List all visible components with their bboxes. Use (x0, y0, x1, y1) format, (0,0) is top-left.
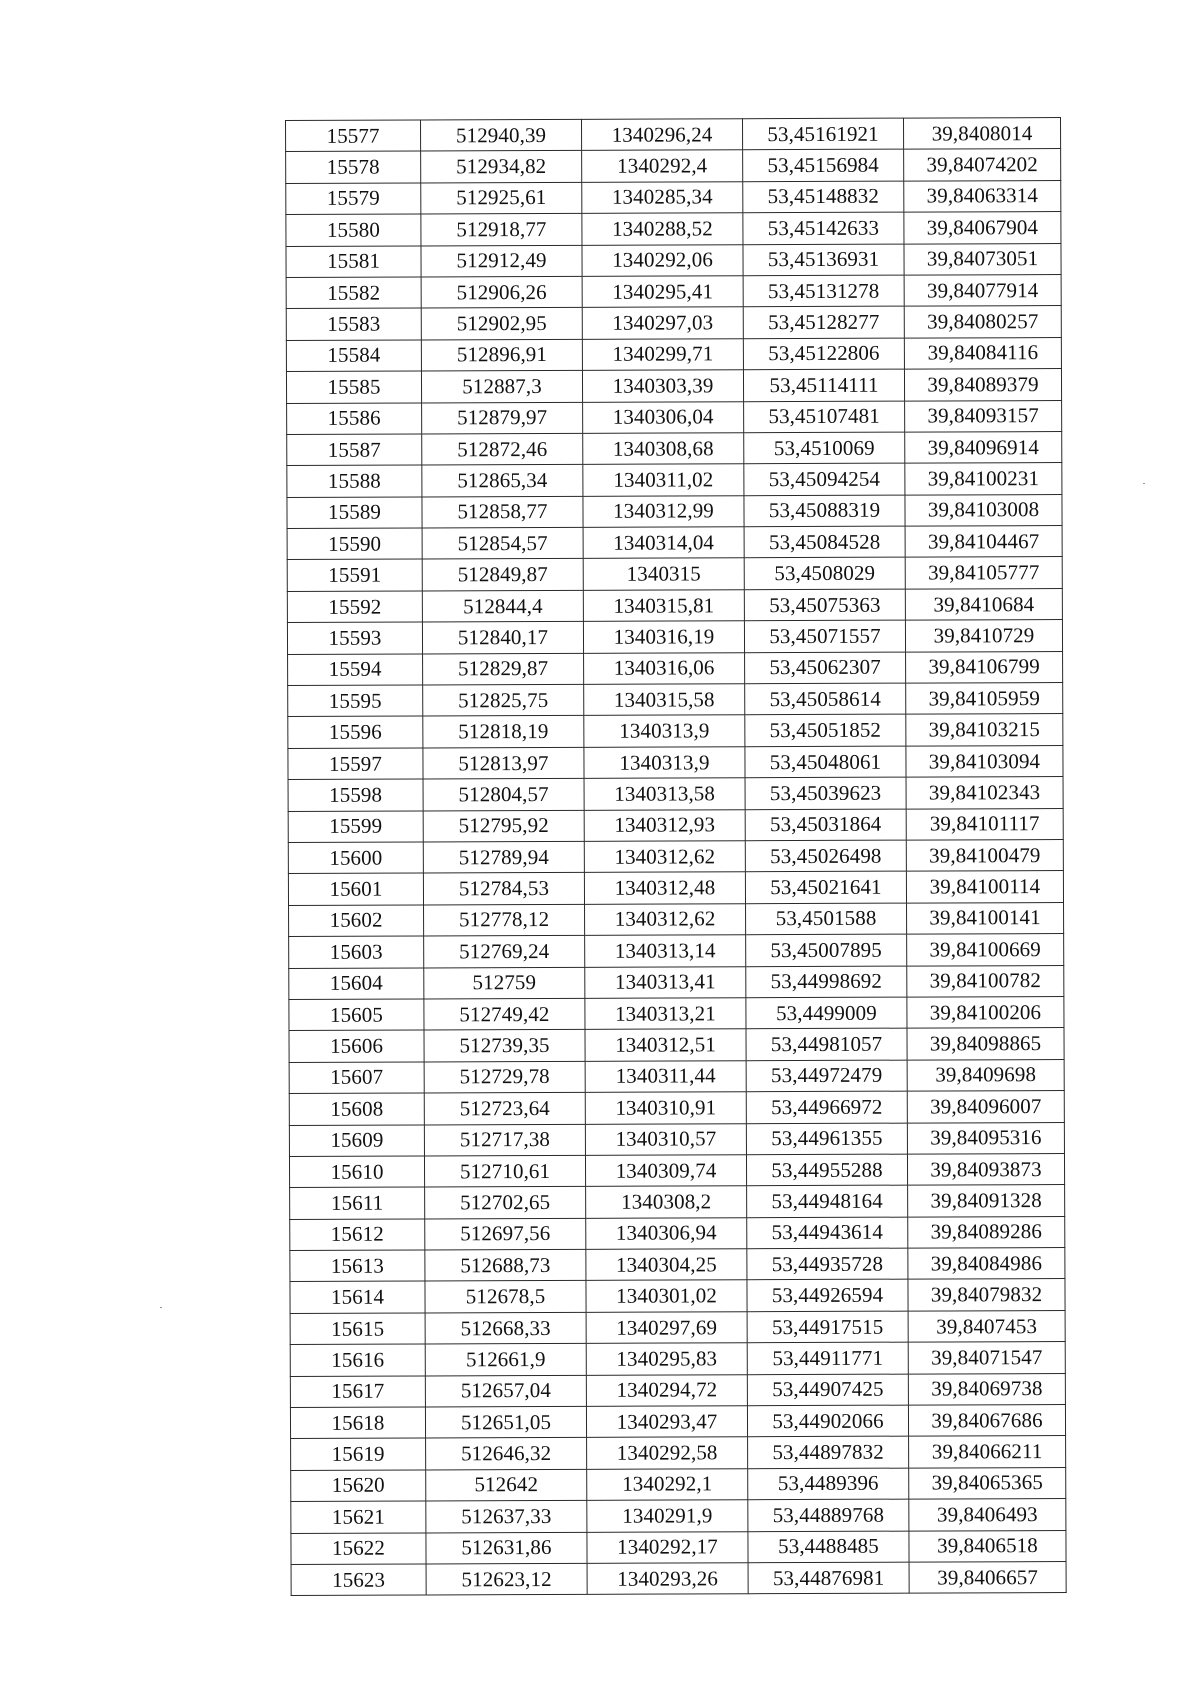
table-row (291, 1561, 1066, 1595)
y-coordinate-cell: 1340293,26 (587, 1563, 748, 1595)
x-coordinate-cell: 512902,95 (421, 308, 582, 340)
y-coordinate-cell: 1340304,25 (586, 1249, 747, 1281)
x-coordinate-cell: 512759 (424, 967, 585, 999)
point-number-cell: 15590 (287, 528, 422, 560)
table-row (287, 557, 1062, 591)
longitude-cell: 39,84103215 (906, 714, 1063, 746)
point-number-cell: 15581 (286, 246, 421, 278)
longitude-cell: 39,84079832 (908, 1279, 1065, 1311)
latitude-cell: 53,45048061 (745, 746, 906, 778)
y-coordinate-cell: 1340299,71 (582, 338, 743, 370)
x-coordinate-cell: 512678,5 (425, 1281, 586, 1313)
table-row (290, 1216, 1065, 1250)
y-coordinate-cell: 1340313,58 (584, 778, 745, 810)
latitude-cell: 53,4499009 (746, 997, 907, 1029)
point-number-cell: 15592 (287, 591, 422, 623)
latitude-cell: 53,4510069 (744, 432, 905, 464)
longitude-cell: 39,84100141 (907, 902, 1064, 934)
longitude-cell: 39,84100669 (907, 934, 1064, 966)
y-coordinate-cell: 1340312,62 (584, 841, 745, 873)
table-row (286, 306, 1061, 340)
y-coordinate-cell: 1340303,39 (582, 370, 743, 402)
point-number-cell: 15587 (287, 434, 422, 466)
latitude-cell: 53,45084528 (744, 526, 905, 558)
point-number-cell: 15615 (290, 1313, 425, 1345)
x-coordinate-cell: 512795,92 (423, 810, 584, 842)
x-coordinate-cell: 512829,87 (423, 653, 584, 685)
point-number-cell: 15602 (289, 905, 424, 937)
point-number-cell: 15609 (289, 1124, 424, 1156)
longitude-cell: 39,8406493 (909, 1499, 1066, 1531)
latitude-cell: 53,45148832 (743, 181, 904, 213)
x-coordinate-cell: 512849,87 (422, 559, 583, 591)
point-number-cell: 15612 (290, 1219, 425, 1251)
table-row (286, 243, 1061, 277)
longitude-cell: 39,84096007 (907, 1091, 1064, 1123)
table-row (289, 965, 1064, 999)
y-coordinate-cell: 1340285,34 (582, 182, 743, 214)
latitude-cell: 53,45156984 (743, 150, 904, 182)
longitude-cell: 39,8406518 (909, 1530, 1066, 1562)
x-coordinate-cell: 512789,94 (423, 841, 584, 873)
y-coordinate-cell: 1340296,24 (581, 119, 742, 151)
table-row (286, 212, 1061, 246)
table-row (288, 745, 1063, 779)
longitude-cell: 39,84103094 (906, 745, 1063, 777)
table-row (289, 1059, 1064, 1093)
table-row (290, 1248, 1065, 1282)
table-row (289, 996, 1064, 1030)
table-row (287, 526, 1062, 560)
point-number-cell: 15613 (290, 1250, 425, 1282)
point-number-cell: 15610 (289, 1156, 424, 1188)
y-coordinate-cell: 1340313,9 (584, 747, 745, 779)
x-coordinate-cell: 512631,86 (426, 1532, 587, 1564)
point-number-cell: 15597 (288, 748, 423, 780)
table-row (289, 1122, 1064, 1156)
x-coordinate-cell: 512661,9 (425, 1344, 586, 1376)
longitude-cell: 39,84105959 (906, 683, 1063, 715)
y-coordinate-cell: 1340310,57 (585, 1123, 746, 1155)
latitude-cell: 53,45031864 (745, 809, 906, 841)
y-coordinate-cell: 1340295,41 (582, 276, 743, 308)
table-row (286, 274, 1061, 308)
longitude-cell: 39,84065365 (909, 1467, 1066, 1499)
longitude-cell: 39,8410684 (905, 588, 1062, 620)
y-coordinate-cell: 1340297,03 (582, 307, 743, 339)
point-number-cell: 15614 (290, 1281, 425, 1313)
table-row (287, 431, 1062, 465)
y-coordinate-cell: 1340292,17 (587, 1531, 748, 1563)
y-coordinate-cell: 1340315,58 (584, 684, 745, 716)
point-number-cell: 15620 (291, 1470, 426, 1502)
y-coordinate-cell: 1340316,19 (583, 621, 744, 653)
longitude-cell: 39,84073051 (904, 243, 1061, 275)
longitude-cell: 39,84084116 (904, 337, 1061, 369)
table-row (290, 1405, 1065, 1439)
latitude-cell: 53,45058614 (745, 683, 906, 715)
x-coordinate-cell: 512637,33 (426, 1501, 587, 1533)
table-row (286, 118, 1061, 152)
table-row (289, 902, 1064, 936)
y-coordinate-cell: 1340308,2 (586, 1186, 747, 1218)
x-coordinate-cell: 512688,73 (425, 1249, 586, 1281)
table-row (287, 620, 1062, 654)
y-coordinate-cell: 1340292,06 (582, 244, 743, 276)
point-number-cell: 15583 (286, 308, 421, 340)
x-coordinate-cell: 512769,24 (424, 936, 585, 968)
table-row (288, 683, 1063, 717)
longitude-cell: 39,84106799 (906, 651, 1063, 683)
x-coordinate-cell: 512865,34 (422, 465, 583, 497)
longitude-cell: 39,84095316 (907, 1122, 1064, 1154)
point-number-cell: 15622 (291, 1533, 426, 1565)
latitude-cell: 53,45088319 (744, 495, 905, 527)
longitude-cell: 39,84105777 (905, 557, 1062, 589)
x-coordinate-cell: 512854,57 (422, 527, 583, 559)
x-coordinate-cell: 512844,4 (422, 590, 583, 622)
table-row (286, 337, 1061, 371)
point-number-cell: 15598 (288, 779, 423, 811)
x-coordinate-cell: 512825,75 (423, 684, 584, 716)
longitude-cell: 39,84093157 (905, 400, 1062, 432)
longitude-cell: 39,84080257 (904, 306, 1061, 338)
longitude-cell: 39,84091328 (908, 1185, 1065, 1217)
longitude-cell: 39,8406657 (909, 1561, 1066, 1593)
coordinates-table (285, 117, 1067, 1596)
latitude-cell: 53,45021641 (745, 871, 906, 903)
point-number-cell: 15578 (286, 151, 421, 183)
y-coordinate-cell: 1340294,72 (586, 1374, 747, 1406)
x-coordinate-cell: 512934,82 (421, 151, 582, 183)
latitude-cell: 53,4508029 (744, 558, 905, 590)
longitude-cell: 39,84100479 (906, 840, 1063, 872)
point-number-cell: 15607 (289, 1062, 424, 1094)
point-number-cell: 15608 (289, 1093, 424, 1125)
longitude-cell: 39,84096914 (905, 431, 1062, 463)
latitude-cell: 53,44876981 (748, 1562, 909, 1594)
table-row (291, 1499, 1066, 1533)
scan-speck (160, 1307, 162, 1308)
latitude-cell: 53,44948164 (747, 1185, 908, 1217)
longitude-cell: 39,84104467 (905, 526, 1062, 558)
x-coordinate-cell: 512668,33 (425, 1312, 586, 1344)
point-number-cell: 15611 (290, 1187, 425, 1219)
table-row (287, 494, 1062, 528)
latitude-cell: 53,45122806 (743, 338, 904, 370)
point-number-cell: 15588 (287, 465, 422, 497)
x-coordinate-cell: 512925,61 (421, 182, 582, 214)
longitude-cell: 39,84067686 (908, 1405, 1065, 1437)
x-coordinate-cell: 512778,12 (424, 904, 585, 936)
x-coordinate-cell: 512657,04 (425, 1375, 586, 1407)
x-coordinate-cell: 512818,19 (423, 716, 584, 748)
latitude-cell: 53,45107481 (744, 401, 905, 433)
table-row (286, 149, 1061, 183)
latitude-cell: 53,44911771 (747, 1342, 908, 1374)
x-coordinate-cell: 512729,78 (424, 1061, 585, 1093)
latitude-cell: 53,45062307 (745, 652, 906, 684)
longitude-cell: 39,84101117 (906, 808, 1063, 840)
y-coordinate-cell: 1340313,41 (585, 966, 746, 998)
longitude-cell: 39,84063314 (904, 180, 1061, 212)
latitude-cell: 53,44961355 (746, 1123, 907, 1155)
x-coordinate-cell: 512887,3 (421, 370, 582, 402)
y-coordinate-cell: 1340312,93 (584, 809, 745, 841)
point-number-cell: 15604 (289, 968, 424, 1000)
x-coordinate-cell: 512697,56 (425, 1218, 586, 1250)
point-number-cell: 15595 (288, 685, 423, 717)
y-coordinate-cell: 1340306,94 (586, 1217, 747, 1249)
y-coordinate-cell: 1340312,62 (585, 904, 746, 936)
table-row (291, 1467, 1066, 1501)
latitude-cell: 53,44907425 (747, 1374, 908, 1406)
scan-speck (1143, 483, 1145, 484)
latitude-cell: 53,4501588 (746, 903, 907, 935)
longitude-cell: 39,84103008 (905, 494, 1062, 526)
point-number-cell: 15603 (289, 936, 424, 968)
table-row (289, 1028, 1064, 1062)
longitude-cell: 39,8407453 (908, 1310, 1065, 1342)
longitude-cell: 39,84077914 (904, 274, 1061, 306)
x-coordinate-cell: 512906,26 (421, 276, 582, 308)
table-row (290, 1342, 1065, 1376)
table-row (286, 369, 1061, 403)
y-coordinate-cell: 1340310,91 (585, 1092, 746, 1124)
x-coordinate-cell: 512804,57 (423, 779, 584, 811)
x-coordinate-cell: 512872,46 (422, 433, 583, 465)
latitude-cell: 53,4489396 (748, 1468, 909, 1500)
point-number-cell: 15585 (286, 371, 421, 403)
coordinates-table-body (286, 118, 1067, 1596)
table-row (290, 1185, 1065, 1219)
y-coordinate-cell: 1340311,02 (583, 464, 744, 496)
longitude-cell: 39,84069738 (908, 1373, 1065, 1405)
x-coordinate-cell: 512717,38 (424, 1124, 585, 1156)
x-coordinate-cell: 512723,64 (424, 1092, 585, 1124)
latitude-cell: 53,44966972 (746, 1091, 907, 1123)
x-coordinate-cell: 512879,97 (422, 402, 583, 434)
x-coordinate-cell: 512918,77 (421, 214, 582, 246)
latitude-cell: 53,44955288 (746, 1154, 907, 1186)
latitude-cell: 53,44889768 (748, 1499, 909, 1531)
x-coordinate-cell: 512749,42 (424, 998, 585, 1030)
latitude-cell: 53,44943614 (747, 1217, 908, 1249)
x-coordinate-cell: 512623,12 (426, 1563, 587, 1595)
latitude-cell: 53,45114111 (743, 369, 904, 401)
x-coordinate-cell: 512702,65 (425, 1187, 586, 1219)
y-coordinate-cell: 1340306,04 (583, 401, 744, 433)
longitude-cell: 39,84100206 (907, 996, 1064, 1028)
y-coordinate-cell: 1340293,47 (586, 1406, 747, 1438)
point-number-cell: 15606 (289, 1030, 424, 1062)
x-coordinate-cell: 512813,97 (423, 747, 584, 779)
y-coordinate-cell: 1340308,68 (583, 433, 744, 465)
table-row (291, 1530, 1066, 1564)
x-coordinate-cell: 512739,35 (424, 1030, 585, 1062)
point-number-cell: 15621 (291, 1501, 426, 1533)
longitude-cell: 39,8408014 (903, 118, 1060, 150)
point-number-cell: 15582 (286, 277, 421, 309)
latitude-cell: 53,45007895 (746, 934, 907, 966)
longitude-cell: 39,84074202 (904, 149, 1061, 181)
latitude-cell: 53,44897832 (748, 1437, 909, 1469)
y-coordinate-cell: 1340295,83 (586, 1343, 747, 1375)
table-row (287, 400, 1062, 434)
point-number-cell: 15601 (288, 873, 423, 905)
y-coordinate-cell: 1340292,1 (587, 1469, 748, 1501)
latitude-cell: 53,44917515 (747, 1311, 908, 1343)
table-row (288, 714, 1063, 748)
point-number-cell: 15605 (289, 999, 424, 1031)
y-coordinate-cell: 1340313,9 (584, 715, 745, 747)
coordinates-table-container (285, 117, 1061, 1596)
point-number-cell: 15618 (290, 1407, 425, 1439)
point-number-cell: 15616 (290, 1344, 425, 1376)
latitude-cell: 53,44935728 (747, 1248, 908, 1280)
x-coordinate-cell: 512784,53 (423, 873, 584, 905)
point-number-cell: 15584 (286, 340, 421, 372)
latitude-cell: 53,4488485 (748, 1531, 909, 1563)
point-number-cell: 15594 (288, 654, 423, 686)
point-number-cell: 15579 (286, 183, 421, 215)
y-coordinate-cell: 1340314,04 (583, 527, 744, 559)
table-row (289, 1153, 1064, 1187)
x-coordinate-cell: 512710,61 (424, 1155, 585, 1187)
table-row (290, 1310, 1065, 1344)
longitude-cell: 39,84066211 (909, 1436, 1066, 1468)
latitude-cell: 53,44902066 (747, 1405, 908, 1437)
latitude-cell: 53,44972479 (746, 1060, 907, 1092)
latitude-cell: 53,45075363 (744, 589, 905, 621)
y-coordinate-cell: 1340292,4 (582, 150, 743, 182)
point-number-cell: 15593 (287, 622, 422, 654)
table-row (288, 871, 1063, 905)
x-coordinate-cell: 512642 (426, 1469, 587, 1501)
longitude-cell: 39,84102343 (906, 777, 1063, 809)
y-coordinate-cell: 1340301,02 (586, 1280, 747, 1312)
x-coordinate-cell: 512912,49 (421, 245, 582, 277)
y-coordinate-cell: 1340291,9 (587, 1500, 748, 1532)
point-number-cell: 15600 (288, 842, 423, 874)
x-coordinate-cell: 512858,77 (422, 496, 583, 528)
x-coordinate-cell: 512940,39 (421, 119, 582, 151)
table-row (288, 777, 1063, 811)
longitude-cell: 39,84098865 (907, 1028, 1064, 1060)
longitude-cell: 39,84067904 (904, 212, 1061, 244)
x-coordinate-cell: 512840,17 (422, 622, 583, 654)
latitude-cell: 53,44998692 (746, 966, 907, 998)
table-row (289, 934, 1064, 968)
y-coordinate-cell: 1340313,21 (585, 998, 746, 1030)
point-number-cell: 15586 (287, 402, 422, 434)
y-coordinate-cell: 1340297,69 (586, 1312, 747, 1344)
table-row (289, 1091, 1064, 1125)
point-number-cell: 15596 (288, 716, 423, 748)
point-number-cell: 15591 (287, 559, 422, 591)
y-coordinate-cell: 1340315,81 (583, 590, 744, 622)
point-number-cell: 15599 (288, 811, 423, 843)
point-number-cell: 15619 (291, 1438, 426, 1470)
table-row (288, 808, 1063, 842)
latitude-cell: 53,44981057 (746, 1028, 907, 1060)
y-coordinate-cell: 1340315 (583, 558, 744, 590)
longitude-cell: 39,84100231 (905, 463, 1062, 495)
longitude-cell: 39,84089379 (904, 369, 1061, 401)
table-row (287, 588, 1062, 622)
y-coordinate-cell: 1340311,44 (585, 1060, 746, 1092)
latitude-cell: 53,45128277 (743, 306, 904, 338)
y-coordinate-cell: 1340288,52 (582, 213, 743, 245)
latitude-cell: 53,45026498 (745, 840, 906, 872)
latitude-cell: 53,45051852 (745, 715, 906, 747)
latitude-cell: 53,45161921 (742, 118, 903, 150)
y-coordinate-cell: 1340313,14 (585, 935, 746, 967)
table-row (290, 1373, 1065, 1407)
longitude-cell: 39,84084986 (908, 1248, 1065, 1280)
table-row (291, 1436, 1066, 1470)
y-coordinate-cell: 1340312,99 (583, 495, 744, 527)
table-row (288, 651, 1063, 685)
longitude-cell: 39,8409698 (907, 1059, 1064, 1091)
latitude-cell: 53,44926594 (747, 1280, 908, 1312)
point-number-cell: 15580 (286, 214, 421, 246)
x-coordinate-cell: 512896,91 (421, 339, 582, 371)
table-row (286, 180, 1061, 214)
table-row (287, 463, 1062, 497)
table-row (290, 1279, 1065, 1313)
longitude-cell: 39,84100114 (906, 871, 1063, 903)
point-number-cell: 15617 (290, 1376, 425, 1408)
y-coordinate-cell: 1340316,06 (584, 652, 745, 684)
point-number-cell: 15577 (286, 120, 421, 152)
longitude-cell: 39,8410729 (905, 620, 1062, 652)
longitude-cell: 39,84093873 (907, 1153, 1064, 1185)
latitude-cell: 53,45094254 (744, 463, 905, 495)
y-coordinate-cell: 1340309,74 (585, 1155, 746, 1187)
y-coordinate-cell: 1340312,51 (585, 1029, 746, 1061)
point-number-cell: 15623 (291, 1564, 426, 1596)
y-coordinate-cell: 1340312,48 (584, 872, 745, 904)
x-coordinate-cell: 512651,05 (425, 1406, 586, 1438)
latitude-cell: 53,45136931 (743, 244, 904, 276)
latitude-cell: 53,45142633 (743, 212, 904, 244)
longitude-cell: 39,84071547 (908, 1342, 1065, 1374)
table-row (288, 840, 1063, 874)
latitude-cell: 53,45131278 (743, 275, 904, 307)
longitude-cell: 39,84100782 (907, 965, 1064, 997)
y-coordinate-cell: 1340292,58 (587, 1437, 748, 1469)
longitude-cell: 39,84089286 (908, 1216, 1065, 1248)
latitude-cell: 53,45039623 (745, 777, 906, 809)
point-number-cell: 15589 (287, 497, 422, 529)
latitude-cell: 53,45071557 (744, 620, 905, 652)
x-coordinate-cell: 512646,32 (426, 1438, 587, 1470)
